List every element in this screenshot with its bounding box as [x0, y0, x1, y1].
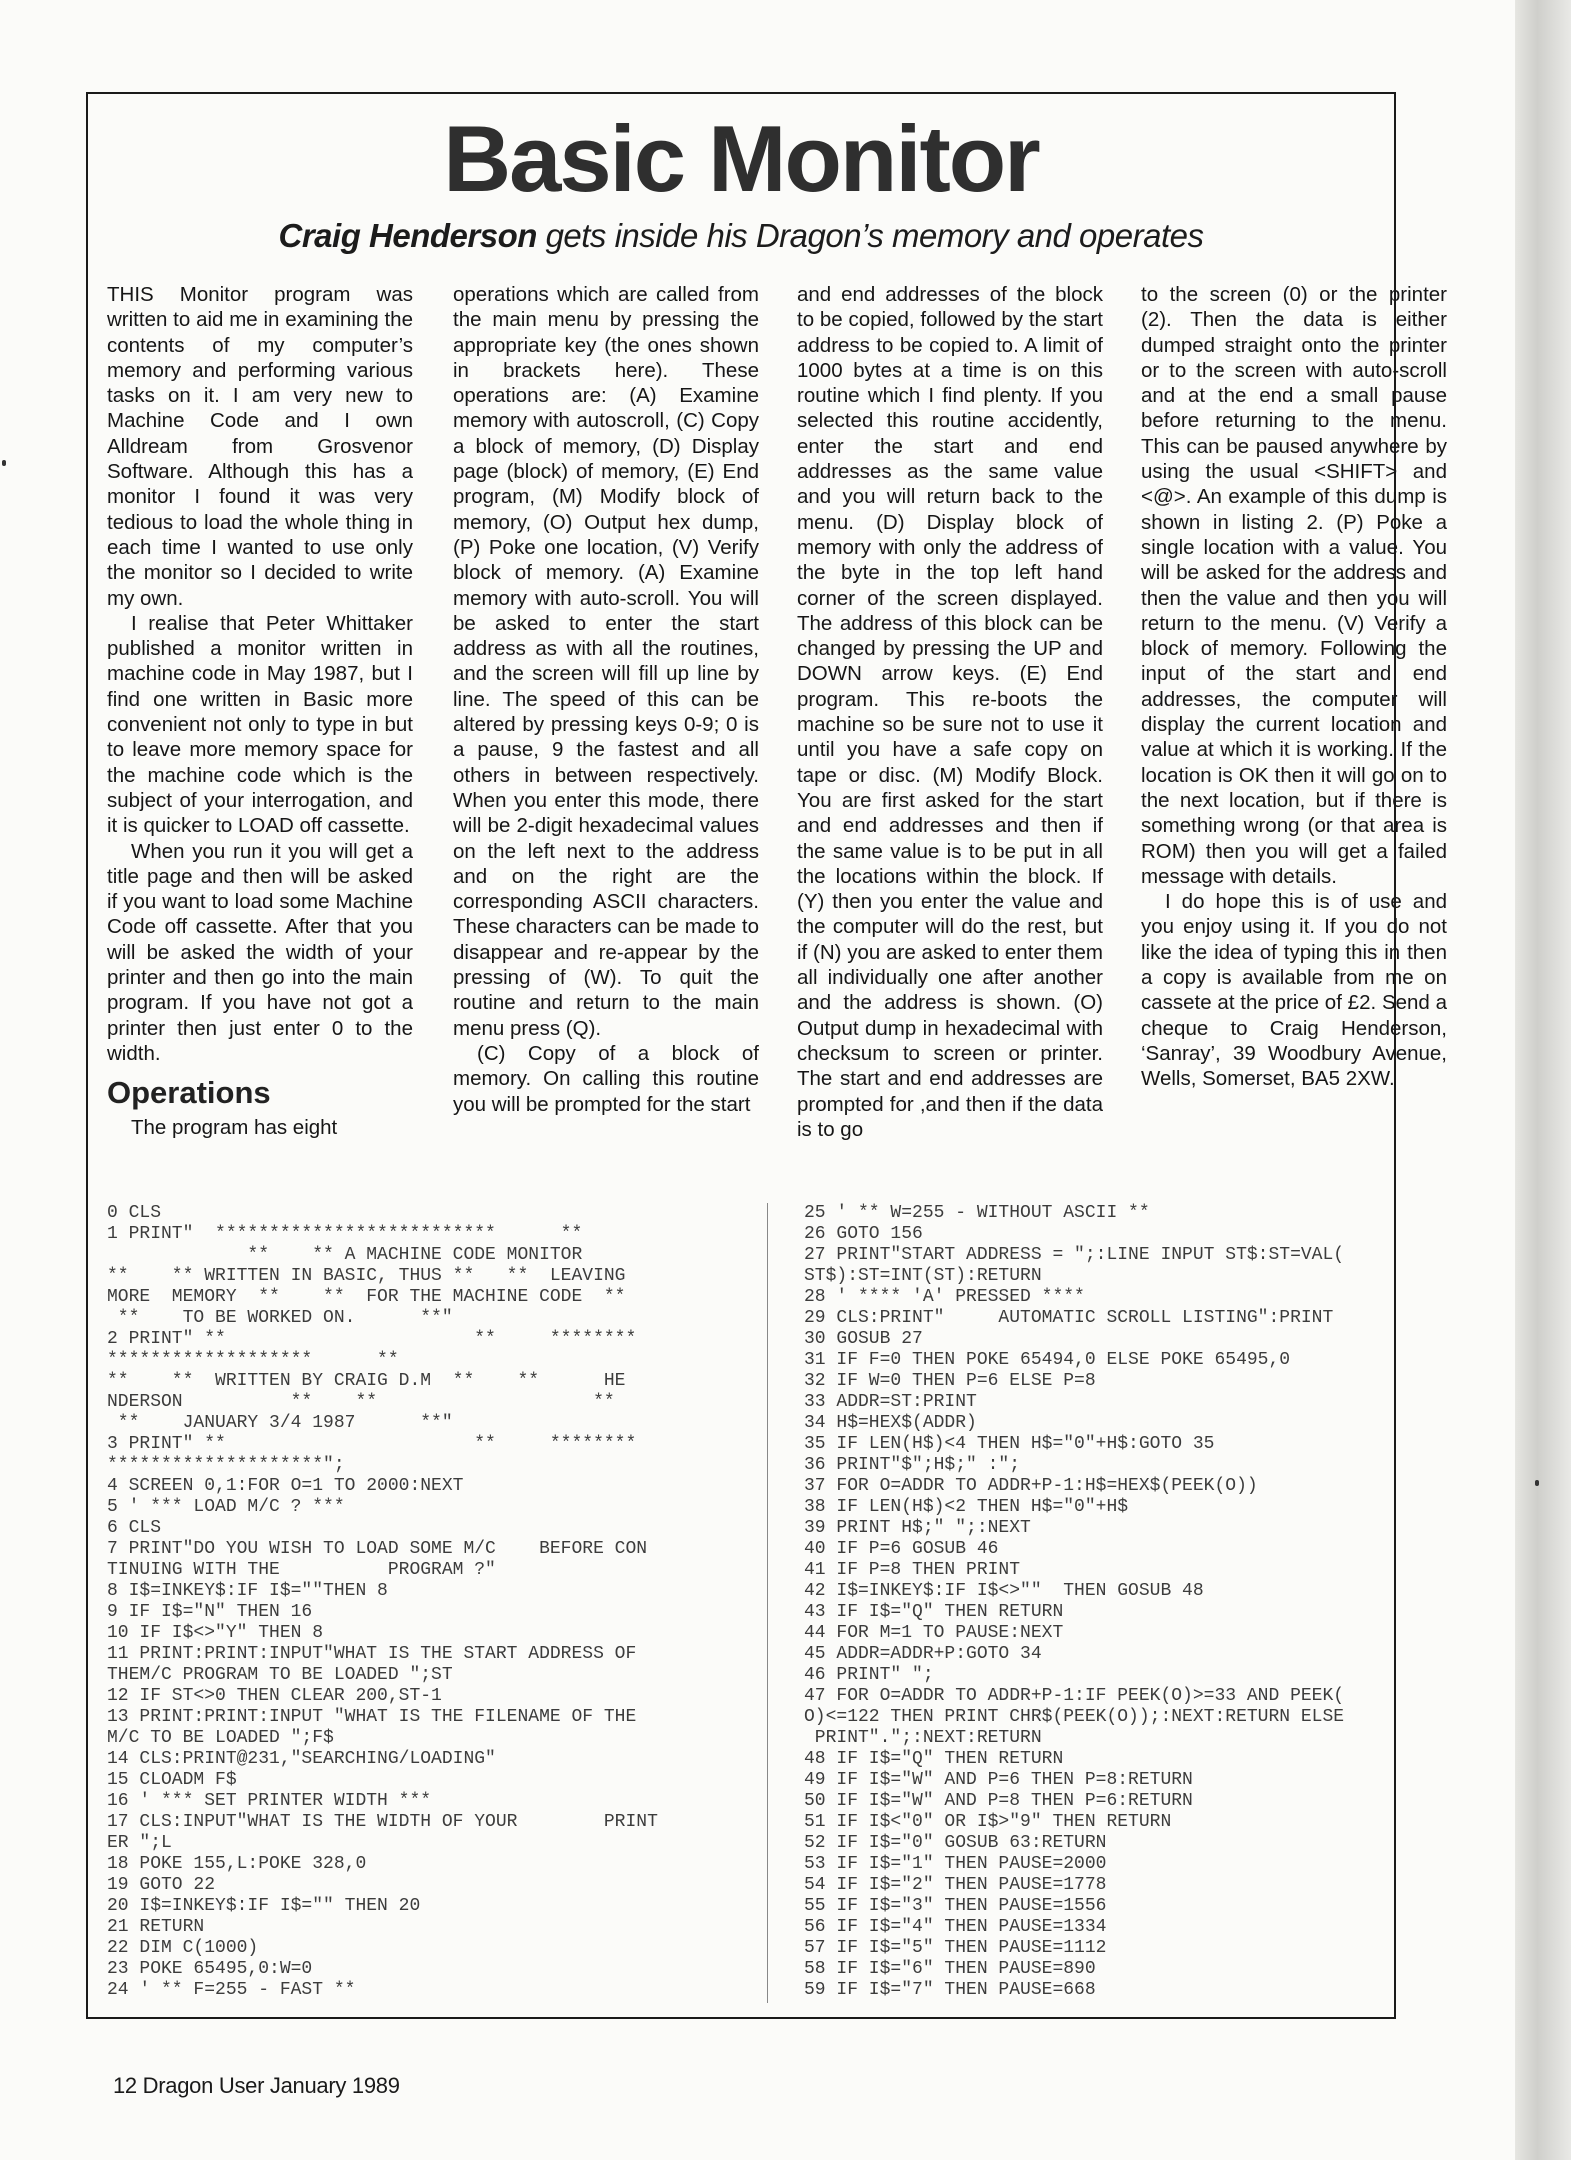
- paragraph: I realise that Peter Whittaker published a monitor written in machine code in May 1987, but I find one written in Basic more convenient not only to type in but to leave more memory space for the machine code which is the subject of your interrogation, and it is quicker to LOAD off cassette.: [107, 611, 413, 838]
- code-listing-left: [107, 1203, 768, 2003]
- text-column-4: [1141, 282, 1447, 1182]
- paragraph: When you run it you will get a title page and then will be asked if you want to load some Machine Code off cassette. After that you will be asked the width of your printer and then go into the main program. If you have not got a printer then just enter 0 to the width.: [107, 839, 413, 1065]
- paragraph: I do hope this is of use and you enjoy using it. If you do not like the idea of typing this in then a copy is available from me on cassete at the price of £2. Send a cheque to Craig Henderson, ‘Sanray’, 39 Woodbury Avenue, Wells, Somerset, BA5 2XW.: [1141, 890, 1447, 1091]
- page-edge: [1515, 0, 1571, 2160]
- code-text: 25 ' ** W=255 - WITHOUT ASCII ** 26 GOTO 156 27 PRINT"START ADDRESS = ";:LINE INPUT ST$:ST=VAL( ST$):ST=INT(ST):RETURN 28 ' **** 'A' PRESSED **** 29 CLS:PRINT" AUTOMATIC SCROLL LISTING":PRINT 30 GOSUB 27 31 IF F=0 THEN POKE 65494,0 ELSE POKE 65495,0 32 IF W=0 THEN P=6 ELSE P=8 33 ADDR=ST:PRINT 34 H$=HEX$(ADDR) 35 IF LEN(H$)<4 THEN H$="0"+H$:GOTO 35 36 PRINT"$";H$;" :"; 37 FOR O=ADDR TO ADDR+P-1:H$=HEX$(PEEK(O)) 38 IF LEN(H$)<2 THEN H$="0"+H$ 39 PRINT H$;" ";:NEXT 40 IF P=6 GOSUB 46 41 IF P=8 THEN PRINT 42 I$=INKEY$:IF I$<>"" THEN GOSUB 48 43 IF I$="Q" THEN RETURN 44 FOR M=1 TO PAUSE:NEXT 45 ADDR=ADDR+P:GOTO 34 46 PRINT" "; 47 FOR O=ADDR TO ADDR+P-1:IF PEEK(O)>=33 AND PEEK( O)<=122 THEN PRINT CHR$(PEEK(O));:NEXT:RETURN ELSE PRINT".";:NEXT:RETURN 48 IF I$="Q" THEN RETURN 49 IF I$="W" AND P=6 THEN P=8:RETURN 50 IF I$="W" AND P=8 THEN P=6:RETURN 51 IF I$<"0" OR I$>"9" THEN RETURN 52 IF I$="0" GOSUB 63:RETURN 53 IF I$="1" THEN PAUSE=2000 54 IF I$="2" THEN PAUSE=1778 55 IF I$="3" THEN PAUSE=1556 56 IF I$="4" THEN PAUSE=1334 57 IF I$="5" THEN PAUSE=1112 58 IF I$="6" THEN PAUSE=890 59 IF I$="7" THEN PAUSE=668: [804, 1203, 1345, 2000]
- paragraph: (C) Copy of a block of memory. On calling this routine you will be prompted for the start: [453, 1041, 759, 1116]
- paragraph: operations which are called from the main menu by pressing the appropriate key (the ones shown in brackets here). These operations are: (A) Examine memory with autoscroll, (C) Copy a block of memory, (D) Display page (block) of memory, (E) End program, (M) Modify block of memory, (O) Output hex dump, (P) Poke one location, (V) Verify block of memory. (A) Examine memory with auto-scroll. You will be asked to enter the start address as with all the routines, and the screen will fill up line by line. The speed of this can be altered by pressing keys 0-9; 0 is a pause, 9 the fastest and all others in between respectively. When you enter this mode, there will be 2-digit hexadecimal values on the left next to the address and on the right are the corresponding ASCII characters. These characters can be made to disappear and re-appear by the pressing of (W). To quit the routine and return to the main menu press (Q).: [453, 283, 759, 1040]
- article-title: Basic Monitor: [443, 106, 1039, 211]
- author-name: Craig Henderson: [278, 217, 537, 254]
- text-column-1: [107, 282, 413, 1182]
- margin-dot: [2, 460, 6, 466]
- code-text: 0 CLS 1 PRINT" ************************** ** ** ** A MACHINE CODE MONITOR ** ** WRITTEN IN BASIC, THUS ** ** LEAVING MORE MEMORY ** ** FOR THE MACHINE CODE ** ** TO BE WORKED ON. **" 2 PRINT" ** ** ******** ******************* ** ** ** WRITTEN BY CRAIG D.M ** ** HE NDERSON ** ** ** ** JANUARY 3/4 1987 **" 3 PRINT" ** ** ******** ********************"; 4 SCREEN 0,1:FOR O=1 TO 2000:NEXT 5 ' *** LOAD M/C ? *** 6 CLS 7 PRINT"DO YOU WISH TO LOAD SOME M/C BEFORE CON TINUING WITH THE PROGRAM ?" 8 I$=INKEY$:IF I$=""THEN 8 9 IF I$="N" THEN 16 10 IF I$<>"Y" THEN 8 11 PRINT:PRINT:INPUT"WHAT IS THE START ADDRESS OF THEM/C PROGRAM TO BE LOADED ";ST 12 IF ST<>0 THEN CLEAR 200,ST-1 13 PRINT:PRINT:INPUT "WHAT IS THE FILENAME OF THE M/C TO BE LOADED ";F$ 14 CLS:PRINT@231,"SEARCHING/LOADING" 15 CLOADM F$ 16 ' *** SET PRINTER WIDTH *** 17 CLS:INPUT"WHAT IS THE WIDTH OF YOUR PRINT ER ";L 18 POKE 155,L:POKE 328,0 19 GOTO 22 20 I$=INKEY$:IF I$="" THEN 20 21 RETURN 22 DIM C(1000) 23 POKE 65495,0:W=0 24 ' ** F=255 - FAST **: [107, 1203, 658, 2000]
- page-footer: 12 Dragon User January 1989: [113, 2073, 400, 2098]
- margin-dot: [1535, 1480, 1539, 1486]
- section-heading-operations: Operations: [107, 1075, 271, 1111]
- paragraph: to the screen (0) or the printer (2). Then the data is either dumped straight onto the printer or to the screen with auto-scroll and at the end a small pause before returning to the menu. This can be paused anywhere by using the usual <SHIFT> and <@>. An example of this dump is shown in listing 2. (P) Poke a single location with a value. You will be asked for the address and then the value and then you will return to the menu. (V) Verify a block of memory. Following the input of the start and end addresses, the computer will display the current location and value at which it is working. If the location is OK then it will go on to the next location, but if there is something wrong (or that area is ROM) then you will get a failed message with details.: [1141, 283, 1447, 888]
- paragraph: The program has eight: [131, 1116, 338, 1140]
- code-listing-right: [804, 1203, 1504, 2018]
- text-column-2: [453, 282, 759, 1182]
- text-column-3: [797, 282, 1103, 1182]
- paragraph: and end addresses of the block to be copied, followed by the start address to be copied to. A limit of 1000 bytes at a time is on this routine which I find plenty. If you selected this routine accidently, enter the start and end addresses as the same value and you will return back to the menu. (D) Display block of memory with only the address of the byte in the top left hand corner of the screen displayed. The address of this block can be changed by pressing the UP and DOWN arrow keys. (E) End program. This re-boots the machine so be sure not to use it until you have a safe copy on tape or disc. (M) Modify Block. You are first asked for the start and end addresses and then if the same value is to be put in all the locations within the block. If (Y) then you enter the value and the computer will do the rest, but if (N) you are asked to enter them all individually one after another and the address is shown. (O) Output dump in hexadecimal with checksum to screen or printer. The start and end addresses are prompted for ,and then if the data is to go: [797, 283, 1103, 1141]
- paragraph: THIS Monitor program was written to aid me in examining the contents of my computer’s memory and performing various tasks on it. I am very new to Machine Code and I own Alldream from Grosvenor Software. Although this has a monitor I found it was very tedious to load the whole thing in each time I wanted to use only the monitor so I decided to write my own.: [107, 283, 413, 610]
- subtitle-text: gets inside his Dragon’s memory and operates: [545, 217, 1204, 254]
- article-subtitle: [86, 218, 1396, 254]
